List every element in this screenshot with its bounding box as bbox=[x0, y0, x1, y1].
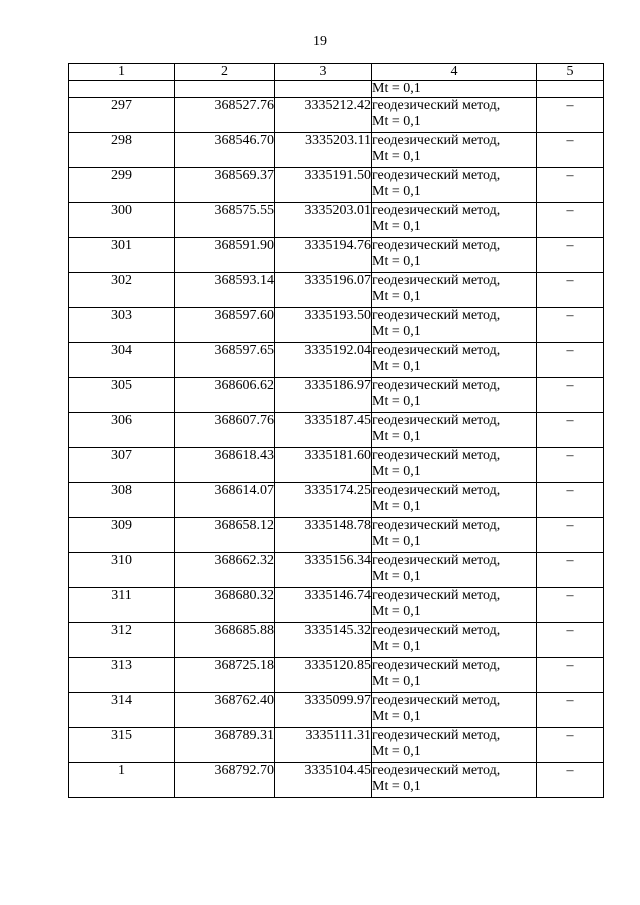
coordinate-y: 3335148.78 bbox=[275, 518, 372, 553]
coordinate-x: 368792.70 bbox=[175, 763, 275, 798]
point-number: 306 bbox=[69, 413, 175, 448]
table-row bbox=[69, 273, 604, 308]
point-number: 315 bbox=[69, 728, 175, 763]
coordinate-x: 368685.88 bbox=[175, 623, 275, 658]
accuracy-dash: – bbox=[537, 448, 604, 483]
method-text: геодезический метод, bbox=[372, 483, 501, 498]
column-header-4: 4 bbox=[372, 64, 537, 81]
coordinate-y: 3335145.32 bbox=[275, 623, 372, 658]
coordinate-x: 368606.62 bbox=[175, 378, 275, 413]
coordinate-x: 368662.32 bbox=[175, 553, 275, 588]
method-cell bbox=[372, 203, 537, 238]
point-number: 297 bbox=[69, 98, 175, 133]
accuracy-text: Mt = 0,1 bbox=[372, 429, 421, 444]
point-number: 303 bbox=[69, 308, 175, 343]
method-text: геодезический метод, bbox=[372, 763, 501, 778]
table-row bbox=[69, 693, 604, 728]
method-cell bbox=[372, 553, 537, 588]
method-cell bbox=[372, 483, 537, 518]
coordinate-x: 368546.70 bbox=[175, 133, 275, 168]
accuracy-text: Mt = 0,1 bbox=[372, 254, 421, 269]
method-text: геодезический метод, bbox=[372, 343, 501, 358]
continuation-row bbox=[69, 81, 604, 98]
coordinate-y: 3335186.97 bbox=[275, 378, 372, 413]
accuracy-dash: – bbox=[537, 203, 604, 238]
point-number: 312 bbox=[69, 623, 175, 658]
table-row bbox=[69, 168, 604, 203]
coordinate-y: 3335120.85 bbox=[275, 658, 372, 693]
coordinate-y: 3335099.97 bbox=[275, 693, 372, 728]
point-number: 307 bbox=[69, 448, 175, 483]
method-text: геодезический метод, bbox=[372, 238, 501, 253]
table-row bbox=[69, 588, 604, 623]
accuracy-text: Mt = 0,1 bbox=[372, 184, 421, 199]
coordinate-y: 3335192.04 bbox=[275, 343, 372, 378]
method-cell bbox=[372, 693, 537, 728]
accuracy-dash: – bbox=[537, 693, 604, 728]
method-text: геодезический метод, bbox=[372, 588, 501, 603]
coordinate-y: 3335203.01 bbox=[275, 203, 372, 238]
accuracy-dash: – bbox=[537, 238, 604, 273]
accuracy-text: Mt = 0,1 bbox=[372, 464, 421, 479]
coordinate-y: 3335146.74 bbox=[275, 588, 372, 623]
point-number: 298 bbox=[69, 133, 175, 168]
accuracy-dash: – bbox=[537, 98, 604, 133]
accuracy-text: Mt = 0,1 bbox=[372, 779, 421, 794]
accuracy-text: Mt = 0,1 bbox=[372, 324, 421, 339]
point-number: 313 bbox=[69, 658, 175, 693]
method-cell bbox=[372, 133, 537, 168]
coordinate-x: 368789.31 bbox=[175, 728, 275, 763]
accuracy-dash: – bbox=[537, 168, 604, 203]
accuracy-text: Mt = 0,1 bbox=[372, 709, 421, 724]
column-header-5: 5 bbox=[537, 64, 604, 81]
method-text: геодезический метод, bbox=[372, 553, 501, 568]
method-cell bbox=[372, 238, 537, 273]
method-cell bbox=[372, 98, 537, 133]
coordinate-y: 3335194.76 bbox=[275, 238, 372, 273]
method-text: геодезический метод, bbox=[372, 308, 501, 323]
accuracy-text: Mt = 0,1 bbox=[372, 674, 421, 689]
accuracy-dash: – bbox=[537, 378, 604, 413]
coordinate-y: 3335181.60 bbox=[275, 448, 372, 483]
page-number: 19 bbox=[313, 34, 327, 49]
accuracy-text: Mt = 0,1 bbox=[372, 639, 421, 654]
accuracy-dash: – bbox=[537, 623, 604, 658]
method-cell bbox=[372, 378, 537, 413]
coordinate-x: 368725.18 bbox=[175, 658, 275, 693]
accuracy-text: Mt = 0,1 bbox=[372, 604, 421, 619]
method-text: геодезический метод, bbox=[372, 728, 501, 743]
accuracy-text: Mt = 0,1 bbox=[372, 289, 421, 304]
point-number: 305 bbox=[69, 378, 175, 413]
coordinate-x: 368597.60 bbox=[175, 308, 275, 343]
coordinate-y: 3335191.50 bbox=[275, 168, 372, 203]
table-row bbox=[69, 483, 604, 518]
coordinate-y: 3335193.50 bbox=[275, 308, 372, 343]
method-cell bbox=[372, 623, 537, 658]
point-number: 308 bbox=[69, 483, 175, 518]
coordinate-y: 3335156.34 bbox=[275, 553, 372, 588]
table-row bbox=[69, 238, 604, 273]
coordinates-table bbox=[68, 63, 604, 798]
table-row bbox=[69, 658, 604, 693]
method-cell bbox=[372, 518, 537, 553]
accuracy-text: Mt = 0,1 bbox=[372, 534, 421, 549]
method-cell bbox=[372, 273, 537, 308]
accuracy-dash: – bbox=[537, 658, 604, 693]
method-text: геодезический метод, bbox=[372, 378, 501, 393]
accuracy-dash: – bbox=[537, 553, 604, 588]
method-cell bbox=[372, 728, 537, 763]
table-row bbox=[69, 763, 604, 798]
point-number: 314 bbox=[69, 693, 175, 728]
method-text: геодезический метод, bbox=[372, 623, 501, 638]
column-header-3: 3 bbox=[275, 64, 372, 81]
coordinate-x: 368680.32 bbox=[175, 588, 275, 623]
continuation-accuracy: Mt = 0,1 bbox=[372, 81, 537, 98]
accuracy-text: Mt = 0,1 bbox=[372, 149, 421, 164]
method-cell bbox=[372, 658, 537, 693]
table-row bbox=[69, 308, 604, 343]
accuracy-text: Mt = 0,1 bbox=[372, 569, 421, 584]
coordinate-x: 368527.76 bbox=[175, 98, 275, 133]
method-text: геодезический метод, bbox=[372, 413, 501, 428]
table-row bbox=[69, 343, 604, 378]
coordinate-x: 368614.07 bbox=[175, 483, 275, 518]
coordinate-x: 368597.65 bbox=[175, 343, 275, 378]
method-cell bbox=[372, 343, 537, 378]
point-number: 1 bbox=[69, 763, 175, 798]
header-row bbox=[69, 64, 604, 81]
coordinate-y: 3335174.25 bbox=[275, 483, 372, 518]
table-row bbox=[69, 133, 604, 168]
column-header-2: 2 bbox=[175, 64, 275, 81]
coordinate-y: 3335203.11 bbox=[275, 133, 372, 168]
method-text: геодезический метод, bbox=[372, 98, 501, 113]
accuracy-dash: – bbox=[537, 308, 604, 343]
accuracy-dash: – bbox=[537, 588, 604, 623]
point-number: 310 bbox=[69, 553, 175, 588]
accuracy-dash: – bbox=[537, 518, 604, 553]
accuracy-dash: – bbox=[537, 343, 604, 378]
accuracy-dash: – bbox=[537, 273, 604, 308]
accuracy-dash: – bbox=[537, 763, 604, 798]
accuracy-dash: – bbox=[537, 728, 604, 763]
point-number: 311 bbox=[69, 588, 175, 623]
coordinate-x: 368591.90 bbox=[175, 238, 275, 273]
point-number: 300 bbox=[69, 203, 175, 238]
point-number: 309 bbox=[69, 518, 175, 553]
method-text: геодезический метод, bbox=[372, 448, 501, 463]
accuracy-text: Mt = 0,1 bbox=[372, 359, 421, 374]
method-text: геодезический метод, bbox=[372, 168, 501, 183]
table-row bbox=[69, 203, 604, 238]
accuracy-dash: – bbox=[537, 413, 604, 448]
coordinate-x: 368593.14 bbox=[175, 273, 275, 308]
accuracy-text: Mt = 0,1 bbox=[372, 114, 421, 129]
method-text: геодезический метод, bbox=[372, 273, 501, 288]
table-row bbox=[69, 98, 604, 133]
coordinate-y: 3335187.45 bbox=[275, 413, 372, 448]
table-row bbox=[69, 413, 604, 448]
method-text: геодезический метод, bbox=[372, 133, 501, 148]
column-header-1: 1 bbox=[69, 64, 175, 81]
method-cell bbox=[372, 308, 537, 343]
coordinate-y: 3335111.31 bbox=[275, 728, 372, 763]
coordinate-y: 3335104.45 bbox=[275, 763, 372, 798]
coordinate-x: 368575.55 bbox=[175, 203, 275, 238]
point-number: 302 bbox=[69, 273, 175, 308]
coordinate-x: 368569.37 bbox=[175, 168, 275, 203]
coordinate-y: 3335196.07 bbox=[275, 273, 372, 308]
accuracy-dash: – bbox=[537, 483, 604, 518]
coordinate-y: 3335212.42 bbox=[275, 98, 372, 133]
table-row bbox=[69, 378, 604, 413]
table-row bbox=[69, 728, 604, 763]
table-row bbox=[69, 553, 604, 588]
accuracy-text: Mt = 0,1 bbox=[372, 394, 421, 409]
point-number: 304 bbox=[69, 343, 175, 378]
coordinate-x: 368762.40 bbox=[175, 693, 275, 728]
method-cell bbox=[372, 763, 537, 798]
accuracy-text: Mt = 0,1 bbox=[372, 744, 421, 759]
accuracy-text: Mt = 0,1 bbox=[372, 499, 421, 514]
coordinate-x: 368607.76 bbox=[175, 413, 275, 448]
point-number: 299 bbox=[69, 168, 175, 203]
accuracy-text: Mt = 0,1 bbox=[372, 219, 421, 234]
table-row bbox=[69, 623, 604, 658]
method-cell bbox=[372, 448, 537, 483]
coordinate-x: 368618.43 bbox=[175, 448, 275, 483]
table-row bbox=[69, 448, 604, 483]
point-number: 301 bbox=[69, 238, 175, 273]
method-text: геодезический метод, bbox=[372, 693, 501, 708]
table-row bbox=[69, 518, 604, 553]
method-text: геодезический метод, bbox=[372, 203, 501, 218]
method-text: геодезический метод, bbox=[372, 518, 501, 533]
method-cell bbox=[372, 413, 537, 448]
method-text: геодезический метод, bbox=[372, 658, 501, 673]
method-cell bbox=[372, 588, 537, 623]
accuracy-dash: – bbox=[537, 133, 604, 168]
method-cell bbox=[372, 168, 537, 203]
coordinate-x: 368658.12 bbox=[175, 518, 275, 553]
